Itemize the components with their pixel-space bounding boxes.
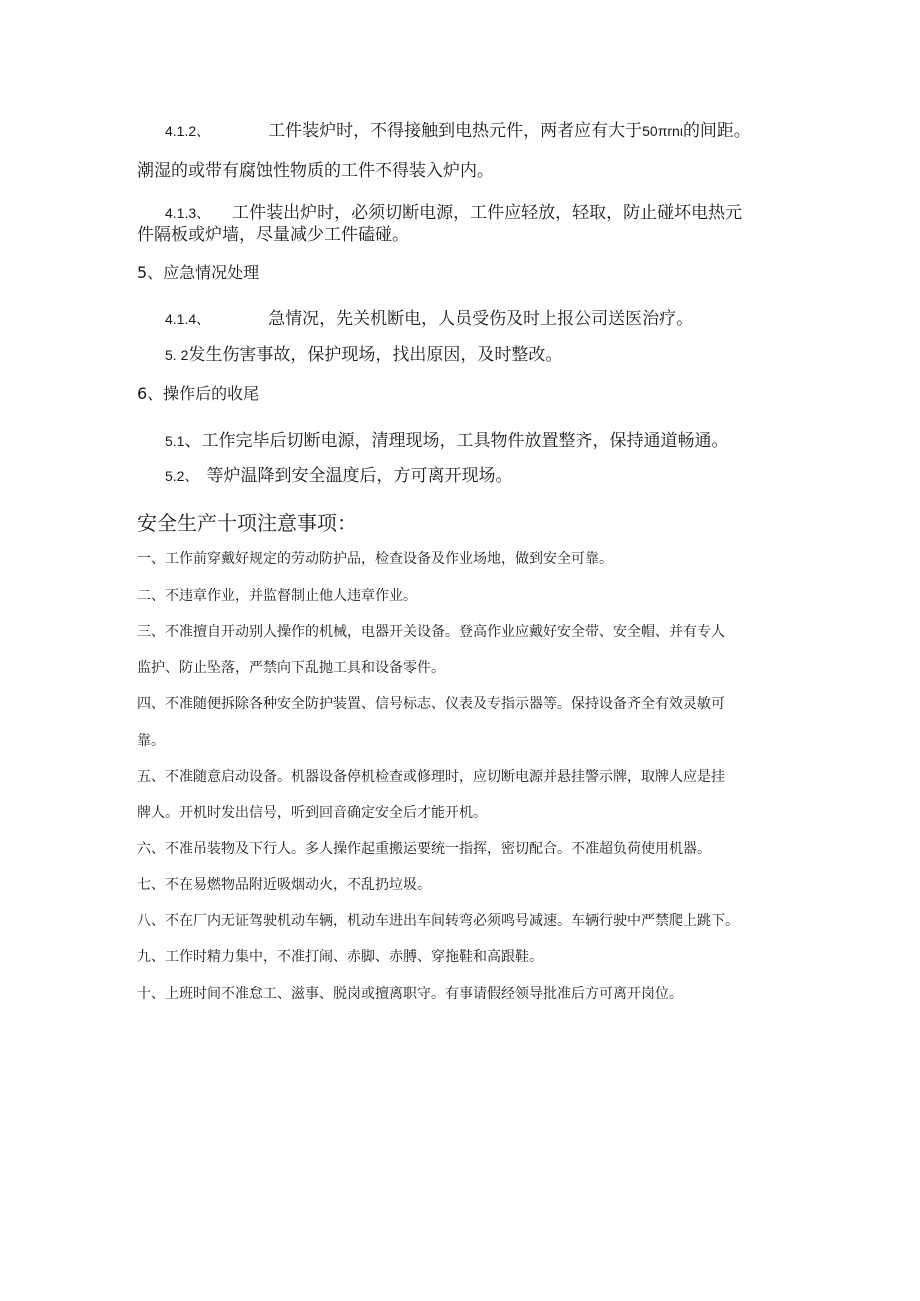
item-number: 4.1.2、 [165, 123, 211, 139]
paragraph-continuation: 件隔板或炉墙，尽量减少工件磕碰。 [137, 225, 409, 245]
safety-rule-line: 七、不在易燃物品附近吸烟动火，不乱扔垃圾。 [137, 877, 431, 893]
safety-rule-line: 牌人。开机时发出信号，听到回音确定安全后才能开机。 [137, 805, 487, 821]
paragraph-text: 急情况，先关机断电，人员受伤及时上报公司送医治疗。 [268, 309, 694, 329]
safety-rule-line: 三、不准擅自开动别人操作的机械，电器开关设备。登高作业应戴好安全带、安全帽、并有专人 [137, 624, 725, 640]
item-number: 5.1 [165, 433, 185, 449]
paragraph-text: 等炉温降到安全温度后，方可离开现场。 [206, 466, 513, 486]
section-heading-5: 5、应急情况处理 [137, 263, 260, 282]
paragraph-5-2-b [165, 465, 512, 487]
paragraph-5-1 [165, 430, 728, 452]
section-heading-6: 6、操作后的收尾 [137, 384, 260, 403]
item-number: 5.2、 [165, 468, 199, 484]
safety-rule-line: 五、不准随意启动设备。机器设备停机检查或修理时，应切断电源并悬挂警示牌，取牌人应是挂 [137, 769, 725, 785]
paragraph-5-2 [165, 344, 562, 366]
safety-rule-line: 监护、防止坠落，严禁向下乱抛工具和设备零件。 [137, 660, 445, 676]
paragraph-4-1-2 [165, 120, 751, 142]
safety-rule-line: 九、工作时精力集中，不准打闹、赤脚、赤膊、穿拖鞋和高跟鞋。 [137, 949, 543, 965]
safety-rule-line: 二、不违章作业，并监督制止他人违章作业。 [137, 588, 417, 604]
safety-rule-line: 靠。 [137, 733, 165, 749]
paragraph-text: 发生伤害事故，保护现场，找出原因，及时整改。 [188, 345, 563, 365]
item-number: 5. 2 [165, 347, 189, 363]
unit-text: 50πrnι [642, 123, 683, 139]
paragraph-text: 、工作完毕后切断电源，清理现场，工具物件放置整齐，保持通道畅通。 [184, 431, 729, 451]
paragraph-tail: 的间距。 [682, 121, 751, 141]
paragraph-text: 工件装出炉时，必须切断电源，工件应轻放，轻取，防止碰坏电热元 [232, 203, 743, 223]
item-number: 4.1.4、 [165, 311, 211, 327]
safety-rule-line: 六、不准吊装物及下行人。多人操作起重搬运要统一指挥，密切配合。不准超负荷使用机器。 [137, 841, 711, 857]
safety-rule-line: 一、工作前穿戴好规定的劳动防护品，检查设备及作业场地，做到安全可靠。 [137, 551, 613, 567]
safety-rule-line: 四、不准随便拆除各种安全防护装置、信号标志、仪表及专指示器等。保持设备齐全有效灵敏可 [137, 696, 725, 712]
paragraph-4-1-4 [165, 308, 693, 330]
safety-title: 安全生产十项注意事项： [137, 511, 357, 535]
item-number: 4.1.3、 [165, 205, 211, 221]
paragraph-4-1-3 [165, 202, 742, 224]
safety-rule-line: 十、上班时间不准怠工、滋事、脱岗或擅离职守。有事请假经领导批准后方可离开岗位。 [137, 986, 683, 1002]
paragraph-continuation: 潮湿的或带有腐蚀性物质的工件不得装入炉内。 [137, 161, 494, 181]
safety-rule-line: 八、不在厂内无证驾驶机动车辆，机动车进出车间转弯必须鸣号减速。车辆行驶中严禁爬上跳下。 [137, 913, 739, 929]
paragraph-text: 工件装炉时，不得接触到电热元件，两者应有大于 [268, 121, 643, 141]
